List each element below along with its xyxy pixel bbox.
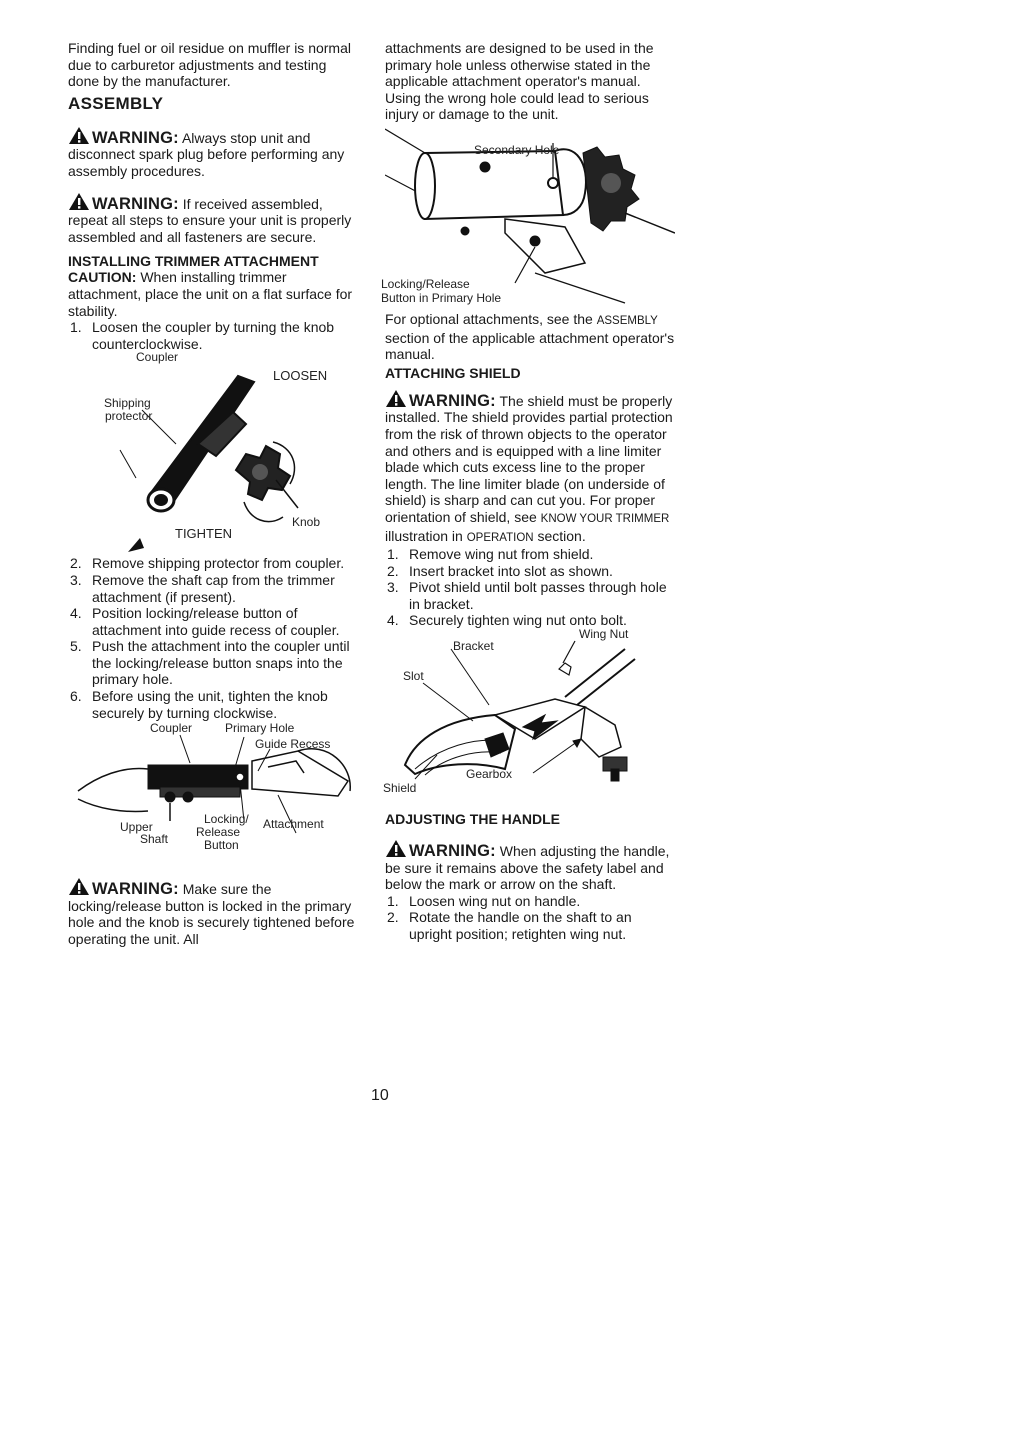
warning-text: When adjusting the handle, be sure it remains above the safety label and below the mark or arrow on the shaft. <box>385 843 670 893</box>
shield-steps <box>385 546 675 629</box>
optional-attachments-paragraph: For optional attachments, see the ASSEMBLY section of the applicable attachment operator's manual. <box>385 310 675 363</box>
fig-label-secondary-hole: Secondary Hole <box>474 142 560 157</box>
warning-text: If received assembled, repeat all steps to ensure your unit is properly assembled and all fasteners are secure. <box>68 195 352 245</box>
adjusting-handle-heading: ADJUSTING THE HANDLE <box>385 811 561 828</box>
handle-steps <box>385 893 675 943</box>
list-item: 2. Remove shipping protector from coupler. <box>70 555 345 572</box>
fig-label-loosen: LOOSEN <box>273 368 328 384</box>
fig-label-tighten: TIGHTEN <box>175 526 233 542</box>
fig-label-locking: Locking/ <box>204 812 249 827</box>
list-item: 2. Insert bracket into slot as shown. <box>387 562 613 579</box>
coupler-knob-figure <box>68 352 358 552</box>
warning-triangle-icon <box>385 389 407 408</box>
warning-triangle-icon <box>68 877 90 896</box>
list-item: 6. Before using the unit, tighten the knob securely by turning clockwise. <box>70 688 328 721</box>
fig-label-guide-recess: Guide Recess <box>255 737 331 752</box>
warning-triangle-icon <box>68 126 90 145</box>
attachments-continued-paragraph: attachments are designed to be used in the primary hole unless otherwise stated in the applicable attachment operator's manual. Using the wrong hole could lead to serious injury or damage to the unit. <box>385 40 654 123</box>
fig-label-coupler: Coupler <box>136 350 179 365</box>
warning-label: WARNING: <box>92 880 179 899</box>
fig-label-gearbox: Gearbox <box>466 767 513 782</box>
fig-label-wing-nut: Wing Nut <box>579 627 629 642</box>
warning-label: WARNING: <box>409 391 496 410</box>
intro-paragraph: Finding fuel or oil residue on muffler is normal due to carburetor adjustments and testing done by the manufacturer. <box>68 40 351 90</box>
warning-stop-unit <box>68 126 358 180</box>
warning-shield: WARNING: The shield must be properly installed. The shield provides partial protection from the risk of thrown objects to the operator and others and is equipped with a line limiter blade which cuts excess line to the proper length. The line limiter blade (on underside of shield) is sharp and can cut you. For proper orientation of shield, see KNOW YOUR TRIMMER illustration in OPERATION section. <box>385 389 675 546</box>
fig-label-button-primary-hole: Button in Primary Hole <box>381 290 502 305</box>
list-item: 4. Securely tighten wing nut onto bolt. <box>387 612 627 629</box>
list-item: 1. Loosen the coupler by turning the knob counterclockwise. <box>70 319 335 352</box>
caution-paragraph <box>68 269 358 319</box>
warning-label: WARNING: <box>409 842 496 861</box>
list-item: 1. Remove wing nut from shield. <box>387 546 594 563</box>
warning-label: WARNING: <box>92 194 179 213</box>
fig-label-shipping: Shipping <box>104 396 151 411</box>
list-item: 2. Rotate the handle on the shaft to an upright position; retighten wing nut. <box>387 909 632 943</box>
left-column <box>68 40 358 948</box>
list-item: 5. Push the attachment into the coupler until the locking/release button snaps into the primary hole. <box>70 638 350 688</box>
assembly-heading: ASSEMBLY <box>68 93 164 113</box>
shield-figure <box>385 629 675 809</box>
fig-label-coupler: Coupler <box>150 721 193 736</box>
list-item: 3. Remove the shaft cap from the trimmer attachment (if present). <box>70 571 335 605</box>
warning-locking-button <box>68 877 358 947</box>
fig-label-attachment: Attachment <box>263 817 324 832</box>
fig-label-slot: Slot <box>403 669 424 684</box>
fig-label-knob: Knob <box>292 515 321 530</box>
right-column <box>381 40 675 943</box>
warning-handle <box>385 839 675 893</box>
caution-label: CAUTION: <box>68 269 137 286</box>
install-steps-a <box>68 319 358 352</box>
fig-label-locking-release: Locking/Release <box>381 276 470 291</box>
attaching-shield-heading: ATTACHING SHIELD <box>385 364 521 381</box>
fig-label-release: Release <box>196 825 241 840</box>
holes-figure <box>381 123 675 311</box>
fig-label-bracket: Bracket <box>453 639 494 654</box>
warning-text: Make sure the locking/release button is locked in the primary hole and the knob is securely tightened before operating the unit. All <box>68 881 355 948</box>
list-item: 4. Position locking/release button of attachment into guide recess of coupler. <box>70 605 340 638</box>
list-item: 3. Pivot shield until bolt passes through hole in bracket. <box>387 579 667 612</box>
list-item: 1. Loosen wing nut on handle. <box>387 892 581 909</box>
install-steps-b <box>68 555 358 721</box>
caution-text: When installing trimmer attachment, place the unit on a flat surface for stability. <box>68 269 353 319</box>
warning-text: Always stop unit and disconnect spark plug before performing any assembly procedures. <box>68 129 345 179</box>
fig-label-protector: protector <box>105 409 153 424</box>
warning-triangle-icon <box>68 192 90 211</box>
attachment-insertion-figure <box>68 721 358 869</box>
warning-label: WARNING: <box>92 128 179 147</box>
page-number: 10 <box>371 1087 389 1104</box>
installing-trimmer-heading: INSTALLING TRIMMER ATTACHMENT <box>68 253 319 270</box>
warning-received-assembled <box>68 192 358 246</box>
warning-triangle-icon <box>385 839 407 858</box>
fig-label-shield: Shield <box>383 781 417 796</box>
fig-label-primary-hole: Primary Hole <box>225 721 295 736</box>
shield-illustration <box>385 629 675 809</box>
fig-label-upper: Upper <box>120 820 153 835</box>
fig-label-button: Button <box>204 838 239 853</box>
fig-label-shaft: Shaft <box>140 832 169 847</box>
